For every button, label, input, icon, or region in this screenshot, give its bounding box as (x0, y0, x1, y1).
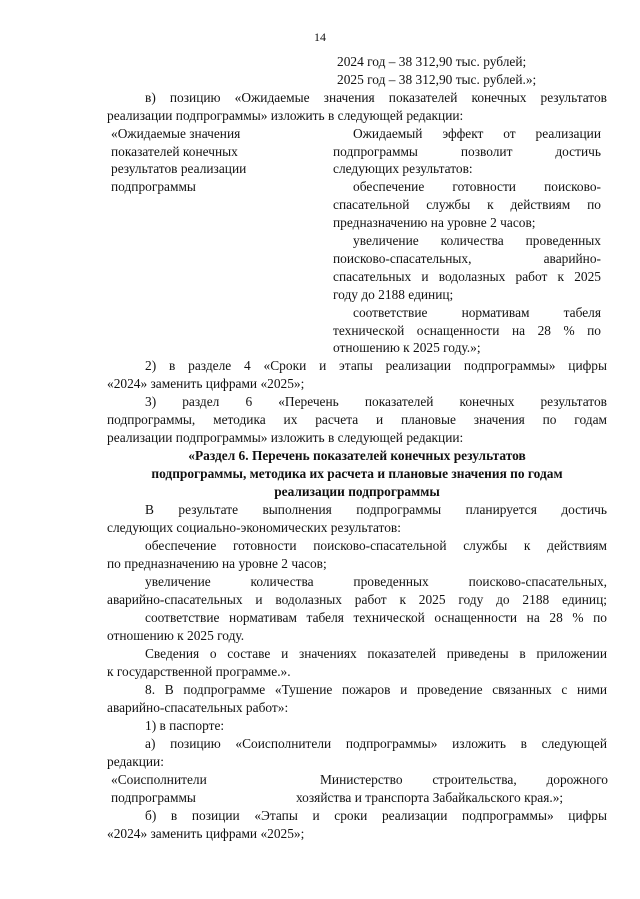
text-line: по предназначению на уровне 2 часов; (107, 556, 327, 571)
text-line: увеличение количества проведенных поисково-спасательных, (145, 574, 607, 589)
text-line: обеспечение готовности поисково- (353, 179, 601, 194)
text-line: 2025 год – 38 312,90 тыс. рублей.»; (337, 72, 537, 87)
text-line: «2024» заменить цифрами «2025»; (107, 376, 305, 391)
text-line: «Раздел 6. Перечень показателей конечных результатов (188, 448, 526, 463)
text-line: отношению к 2025 году.»; (333, 340, 481, 355)
text-line: соответствие нормативам табеля (353, 305, 601, 320)
text-line: к государственной программе.». (107, 664, 291, 679)
text-line: 8. В подпрограмме «Тушение пожаров и проведение связанных с ними (145, 682, 607, 697)
text-line: хозяйства и транспорта Забайкальского края.»; (296, 790, 564, 805)
text-line: 3) раздел 6 «Перечень показателей конечных результатов (145, 394, 607, 409)
text-line: результатов реализации (111, 161, 247, 176)
text-line: отношению к 2025 году. (107, 628, 245, 643)
text-line: спасательной службы к действиям по (333, 197, 601, 212)
text-line: технической оснащенности на 28 % по (333, 323, 601, 338)
text-line: показателей конечных (111, 144, 238, 159)
text-line: аварийно-спасательных и водолазных работ к 2025 году до 2188 единиц; (107, 592, 607, 607)
text-line: 2) в разделе 4 «Сроки и этапы реализации подпрограммы» цифры (145, 358, 607, 373)
text-line: б) в позиции «Этапы и сроки реализации подпрограммы» цифры (145, 808, 607, 823)
text-line: аварийно-спасательных работ»: (107, 700, 289, 715)
text-line: поисково-спасательных, аварийно- (333, 251, 601, 266)
text-line: обеспечение готовности поисково-спасательной службы к действиям (145, 538, 607, 553)
text-line: в) позицию «Ожидаемые значения показателей конечных результатов (145, 90, 607, 105)
text-line: Сведения о составе и значениях показателей приведены в приложении (145, 646, 607, 661)
text-line: соответствие нормативам табеля технической оснащенности на 28 % по (145, 610, 607, 625)
text-line: «2024» заменить цифрами «2025»; (107, 826, 305, 841)
text-line: а) позицию «Соисполнители подпрограммы» изложить в следующей (145, 736, 607, 751)
text-line: Ожидаемый эффект от реализации (353, 126, 601, 141)
text-line: «Ожидаемые значения (111, 126, 241, 141)
text-line: подпрограммы позволит достичь (333, 144, 601, 159)
text-line: реализации подпрограммы» изложить в следующей редакции: (107, 108, 464, 123)
text-line: спасательных и водолазных работ к 2025 (333, 269, 601, 284)
text-line: подпрограммы, методика их расчета и плановые значения по годам (151, 466, 563, 481)
text-line: реализации подпрограммы (274, 484, 440, 499)
text-line: следующих результатов: (333, 161, 473, 176)
text-line: подпрограммы (111, 790, 196, 805)
text-line: году до 2188 единиц; (333, 287, 454, 302)
text-line: В результате выполнения подпрограммы планируется достичь (145, 502, 607, 517)
text-line: подпрограммы (111, 179, 196, 194)
page-number: 14 (314, 30, 326, 44)
text-line: предназначению на уровне 2 часов; (333, 215, 536, 230)
text-line: 2024 год – 38 312,90 тыс. рублей; (337, 54, 527, 69)
text-line: подпрограммы, методика их расчета и плановые значения по годам (107, 412, 607, 427)
text-line: увеличение количества проведенных (353, 233, 601, 248)
text-line: редакции: (107, 754, 164, 769)
text-line: «Соисполнители (111, 772, 207, 787)
text-line: 1) в паспорте: (145, 718, 225, 733)
text-line: реализации подпрограммы» изложить в следующей редакции: (107, 430, 464, 445)
text-line: следующих социально-экономических результатов: (107, 520, 401, 535)
text-line: Министерство строительства, дорожного (320, 772, 608, 787)
